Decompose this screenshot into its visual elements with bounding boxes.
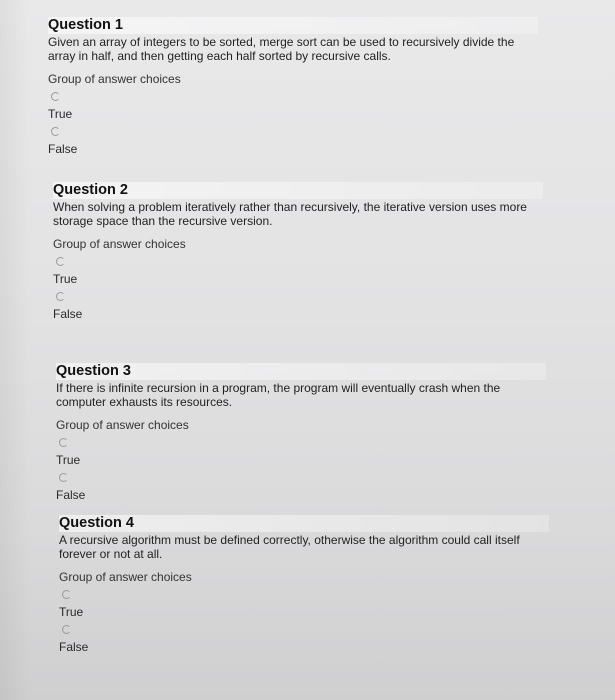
radio-true[interactable] [59, 438, 68, 447]
option-false[interactable] [59, 625, 559, 654]
option-label: True [59, 605, 84, 619]
option-true[interactable] [53, 257, 553, 286]
option-false[interactable] [48, 127, 548, 156]
option-label: True [48, 107, 73, 121]
answer-group-label: Group of answer choices [59, 570, 192, 584]
question-title: Question 3 [56, 363, 546, 380]
photo-shadow [0, 0, 30, 700]
radio-false[interactable] [62, 625, 71, 634]
question-text: Given an array of integers to be sorted, merge sort can be used to recursively divide the array in half, and then getting each half sorted by recursive calls. [48, 35, 515, 63]
option-label: False [56, 488, 86, 502]
option-label: False [59, 640, 89, 654]
option-false[interactable] [56, 473, 556, 502]
option-true[interactable] [56, 438, 556, 467]
question-title: Question 4 [59, 515, 549, 532]
radio-true[interactable] [56, 257, 65, 266]
question-title: Question 2 [53, 182, 543, 199]
option-label: False [48, 142, 78, 156]
option-label: False [53, 307, 83, 321]
question-text: A recursive algorithm must be defined correctly, otherwise the algorithm could call itself forever or not at all. [59, 533, 520, 561]
answer-group-label: Group of answer choices [53, 237, 186, 251]
option-label: True [56, 453, 81, 467]
option-true[interactable] [59, 590, 559, 619]
radio-false[interactable] [56, 292, 65, 301]
question-text: When solving a problem iteratively rather than recursively, the iterative version uses more storage space than the recursive version. [53, 200, 527, 228]
option-false[interactable] [53, 292, 553, 321]
question-2 [53, 182, 553, 321]
radio-true[interactable] [51, 92, 60, 101]
radio-false[interactable] [59, 473, 68, 482]
question-4 [59, 515, 559, 654]
question-3 [56, 363, 556, 502]
question-title: Question 1 [48, 17, 538, 34]
answer-group-label: Group of answer choices [48, 72, 181, 86]
option-true[interactable] [48, 92, 548, 121]
radio-true[interactable] [62, 590, 71, 599]
option-label: True [53, 272, 78, 286]
question-1 [48, 17, 548, 156]
radio-false[interactable] [51, 127, 60, 136]
question-text: If there is infinite recursion in a program, the program will eventually crash when the computer exhausts its resources. [56, 381, 501, 409]
answer-group-label: Group of answer choices [56, 418, 189, 432]
